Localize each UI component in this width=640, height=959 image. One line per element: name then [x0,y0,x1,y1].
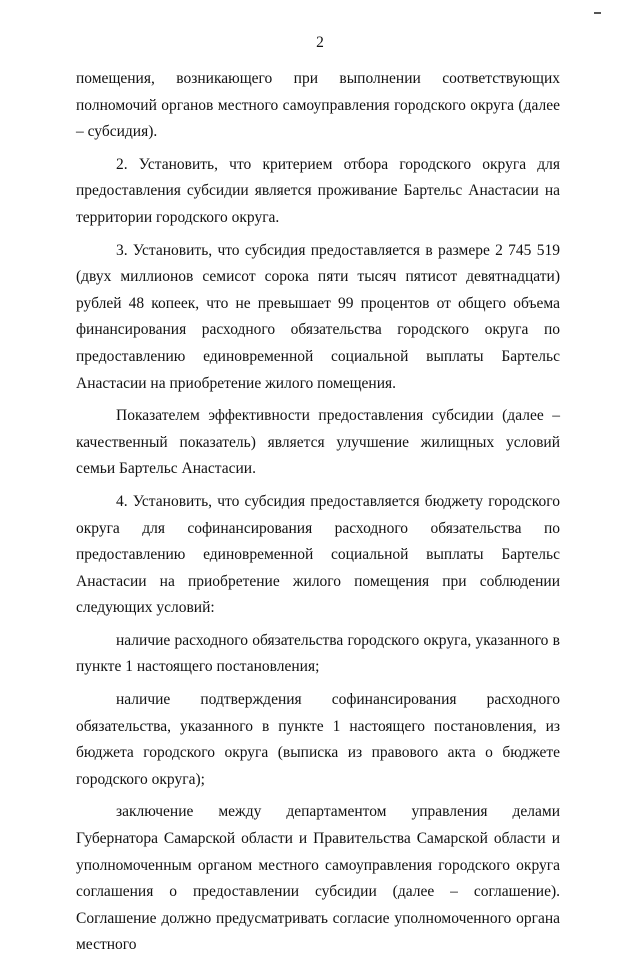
paragraph-condition-1: наличие расходного обязательства городского округа, указанного в пункте 1 настоящего постановления; [76,631,560,676]
scan-mark [594,12,601,14]
paragraph-condition-2: наличие подтверждения софинансирования расходного обязательства, указанного в пункте 1 настоящего постановления, из бюджета городского округа (выписка из правового акта о бюджете городского округа); [76,691,560,788]
paragraph-item-2: 2. Установить, что критерием отбора городского округа для предоставления субсидии является проживание Бартельс Анастасии на территории городского округа. [76,155,560,226]
paragraph-condition-3: заключение между департаментом управления делами Губернатора Самарской области и Правительства Самарской области и уполномоченным органом местного самоуправления городского округа соглашения о предоставлении субсидии (далее – соглашение). Соглашение должно предусматривать согласие уполномоченного органа местного [76,803,560,954]
paragraph-item-4: 4. Установить, что субсидия предоставляется бюджету городского округа для софинансирования расходного обязательства по предоставлению единовременной социальной выплаты Бартельс Анастасии на приобретение жилого помещения при соблюдении следующих условий: [76,492,560,617]
paragraph-quality-indicator: Показателем эффективности предоставления субсидии (далее – качественный показатель) является улучшение жилищных условий семьи Бартельс Анастасии. [76,407,560,478]
paragraph-item-3: 3. Установить, что субсидия предоставляется в размере 2 745 519 (двух миллионов семисот сорока пяти тысяч пятисот девятнадцати) рублей 48 копеек, что не превышает 99 процентов от общего объема финансирования расходного обязательства городского округа по предоставлению единовременной социальной выплаты Бартельс Анастасии на приобретение жилого помещения. [76,241,560,392]
paragraph-continuation: помещения, возникающего при выполнении соответствующих полномочий органов местного самоуправления городского округа (далее – субсидия). [76,70,560,141]
document-body [76,66,560,959]
page-number: 2 [316,34,324,51]
